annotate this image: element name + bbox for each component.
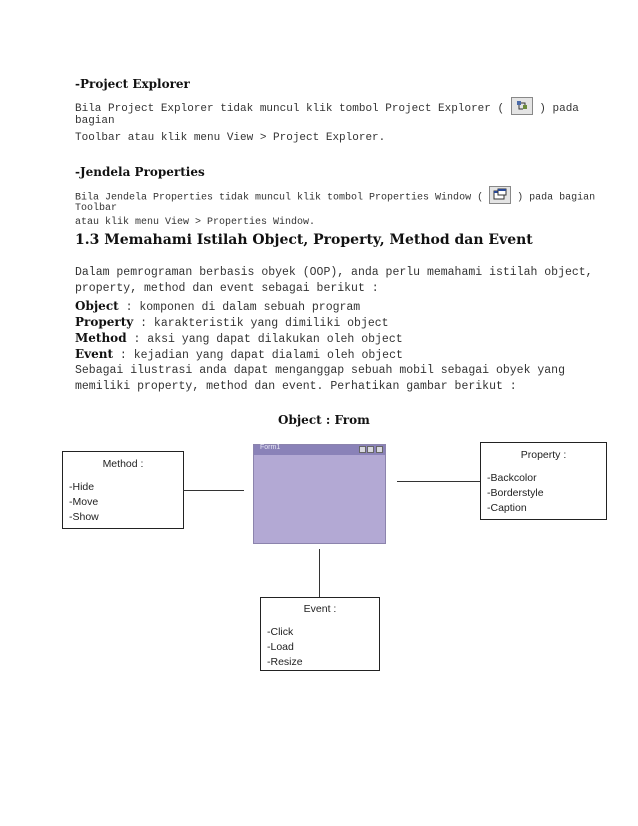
minimize-icon [359,446,366,453]
property-item: -Backcolor [487,472,537,484]
term-label: Object [75,299,119,313]
property-item: -Borderstyle [487,487,544,499]
form-title: Form1 [260,444,281,451]
project-explorer-line1 [75,99,579,117]
property-box [480,442,607,520]
event-title: Event : [303,603,337,615]
property-connector [397,481,480,482]
properties-line1-b: ) pada bagian [517,192,596,204]
term-method [75,331,403,346]
project-explorer-line2: bagian [75,115,115,127]
term-event [75,347,403,362]
method-item: -Show [69,511,99,523]
term-label: Method [75,331,127,345]
properties-window-icon [489,186,511,204]
event-item: -Click [267,626,294,638]
method-connector [183,490,244,491]
properties-line3: atau klik menu View > Properties Window. [75,217,316,228]
close-icon [376,446,383,453]
outro-line2: memiliki property, method dan event. Perhatikan gambar berikut : [75,380,517,393]
intro-line1: Dalam pemrograman berbasis obyek (OOP), anda perlu memahami istilah object, [75,266,593,279]
properties-line1 [75,188,595,206]
object-label: Object : From [278,413,370,427]
term-property [75,315,389,330]
term-desc: : aksi yang dapat dilakukan oleh object [126,333,403,346]
form-title-bar [254,445,385,455]
term-label: Property [75,315,134,329]
term-desc: : karakteristik yang dimiliki object [133,317,389,330]
event-box [260,597,380,671]
form-window [253,444,386,544]
property-item: -Caption [487,502,527,514]
properties-line1-a: Bila Jendela Properties tidak muncul klik tombol Properties Window ( [75,192,484,204]
properties-line2: Toolbar [75,203,118,214]
maximize-icon [367,446,374,453]
outro-line1: Sebagai ilustrasi anda dapat menganggap sebuah mobil sebagai obyek yang [75,364,565,377]
property-title: Property : [520,449,567,461]
method-title: Method : [102,458,144,470]
project-explorer-heading: -Project Explorer [75,77,190,91]
term-object [75,299,360,314]
properties-heading: -Jendela Properties [75,165,205,179]
project-explorer-icon [511,97,533,115]
term-desc: : komponen di dalam sebuah program [118,301,361,314]
project-explorer-line3: Toolbar atau klik menu View > Project Explorer. [75,132,386,144]
term-label: Event [75,347,114,361]
event-connector [319,549,320,597]
term-desc: : kejadian yang dapat dialami oleh object [113,349,403,362]
project-explorer-line1-b: ) pada [539,102,579,115]
section-title: 1.3 Memahami Istilah Object, Property, Method dan Event [75,232,533,248]
method-box [62,451,184,529]
method-item: -Move [69,496,99,508]
event-item: -Load [267,641,294,653]
event-item: -Resize [267,656,303,668]
project-explorer-line1-a: Bila Project Explorer tidak muncul klik tombol Project Explorer ( [75,102,505,115]
method-item: -Hide [69,481,95,493]
intro-line2: property, method dan event sebagai berikut : [75,282,379,295]
